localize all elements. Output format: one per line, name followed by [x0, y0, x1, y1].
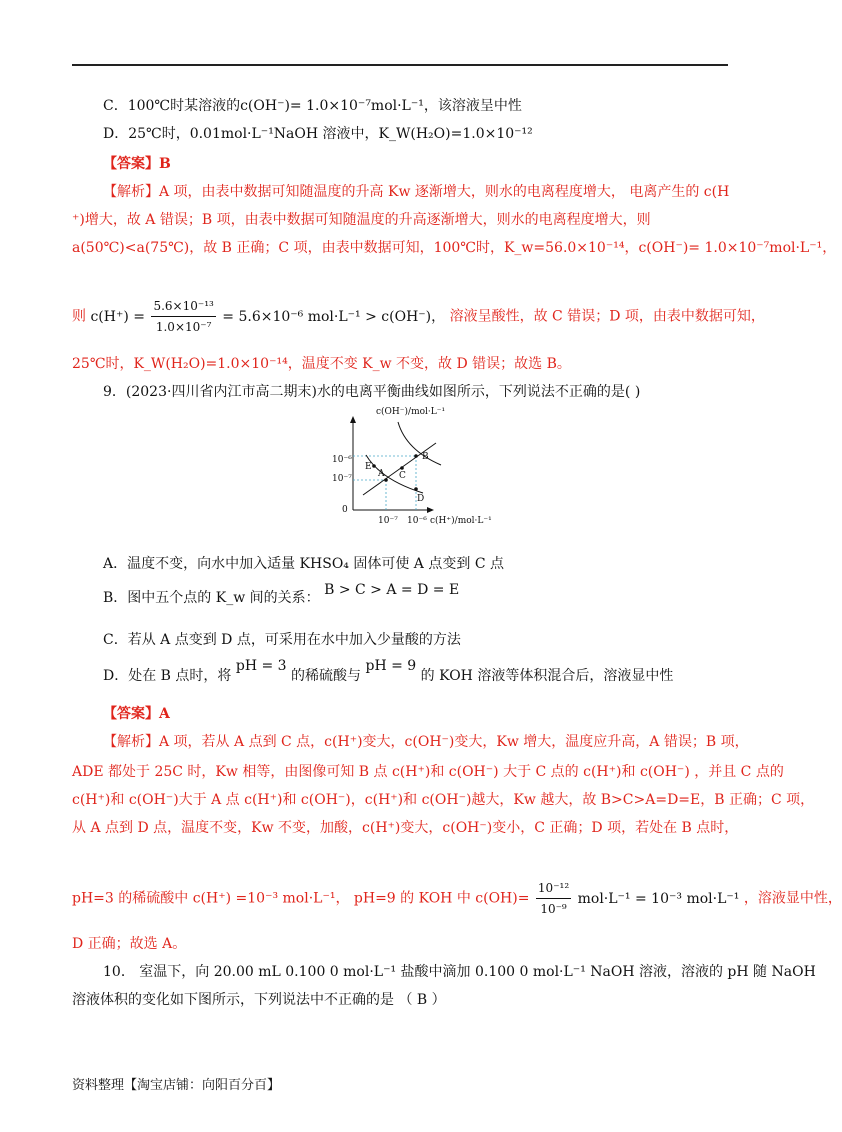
q9-option-d-pre: D．处在 B 点时，将 — [103, 668, 232, 684]
prev-option-c: C．100℃时某溶液的c(OH⁻)= 1.0×10⁻⁷mol·L⁻¹，该溶液呈中性 — [103, 98, 522, 114]
q9-option-b — [103, 582, 460, 608]
q9-explanation-6: D 正确；故选 A。 — [72, 936, 187, 952]
footer-source: 资料整理【淘宝店铺：向阳百分百】 — [72, 1078, 281, 1093]
x-tick-high: 10⁻⁶ — [407, 516, 427, 526]
q10-line-1: 10． 室温下，向 20.00 mL 0.100 0 mol·L⁻¹ 盐酸中滴加 0.100 0 mol·L⁻¹ NaOH 溶液，溶液的 pH 随 NaOH — [103, 964, 816, 980]
prev-answer: 【答案】B — [103, 156, 171, 172]
label-d: D — [417, 494, 425, 504]
neutral-line — [363, 443, 436, 495]
point-e — [372, 464, 376, 468]
water-ionization-graph — [326, 407, 506, 526]
origin-label: 0 — [342, 505, 348, 515]
q9-option-d — [103, 658, 674, 686]
q9-option-d-post: 的 KOH 溶液等体积混合后，溶液显中性 — [420, 668, 674, 684]
q9-exp5-post: ，溶液显中性， — [743, 890, 842, 907]
prev-explanation-3: a(50℃)<a(75℃)，故 B 正确；C 项，由表中数据可知，100℃时，K_w=56.0×10⁻¹⁴，c(OH⁻)= 1.0×10⁻⁷mol·L⁻¹， — [72, 240, 837, 256]
prev-exp4-formula — [90, 299, 449, 334]
q9-exp5-mid: mol·L⁻¹ = 10⁻³ mol·L⁻¹ — [577, 890, 740, 907]
prev-exp4-mid: = 5.6×10⁻⁶ mol·L⁻¹ > c(OH⁻)， — [222, 308, 446, 325]
prev-explanation-2: ⁺)增大，故 A 错误；B 项，由表中数据可知随温度的升高逐渐增大，则水的电离程度增大，则 — [72, 212, 651, 228]
point-b — [414, 454, 418, 458]
point-c — [400, 466, 404, 470]
q9-exp5-denominator: 10⁻⁹ — [540, 902, 567, 916]
q9-exp5-fraction — [536, 878, 571, 919]
q9-explanation-2: ADE 都处于 25C 时，Kw 相等，由图像可知 B 点 c(H⁺)和 c(OH⁻) 大于 C 点的 c(H⁺)和 c(OH⁻) ，并且 C 点的 — [72, 764, 784, 780]
q9-option-c: C．若从 A 点变到 D 点，可采用在水中加入少量酸的方法 — [103, 632, 461, 648]
q9-exp5-pre: pH=3 的稀硫酸中 c(H⁺) =10⁻³ mol·L⁻¹， pH=9 的 KOH 中 c(OH)= — [72, 890, 530, 907]
prev-exp4-numerator: 5.6×10⁻¹³ — [151, 296, 215, 317]
prev-explanation-1: 【解析】A 项，由表中数据可知随温度的升高 Kw 逐渐增大，则水的电离程度增大， 电离产生的 c(H — [103, 184, 730, 200]
label-a: A — [378, 469, 385, 479]
prev-exp4-pre: 则 — [72, 308, 86, 325]
y-axis-arrow — [350, 416, 356, 423]
point-d — [414, 487, 418, 491]
q9-stem: 9．(2023·四川省内江市高二期末)水的电离平衡曲线如图所示，下列说法不正确的是( ) — [103, 384, 641, 400]
x-tick-low: 10⁻⁷ — [378, 516, 398, 526]
q9-option-a: A．温度不变，向水中加入适量 KHSO₄ 固体可使 A 点变到 C 点 — [103, 556, 504, 572]
q9-option-d-mid: 的稀硫酸与 — [291, 668, 362, 684]
y-axis-label: c(OH⁻)/mol·L⁻¹ — [376, 407, 446, 417]
label-c: C — [399, 471, 406, 481]
q9-explanation-3: c(H⁺)和 c(OH⁻)大于 A 点 c(H⁺)和 c(OH⁻)，c(H⁺)和 c(OH⁻)越大，Kw 越大，故 B>C>A=D=E，B 正确；C 项， — [72, 792, 815, 808]
x-axis-label: c(H⁺)/mol·L⁻¹ — [430, 516, 492, 526]
q9-exp5-formula — [534, 881, 744, 916]
q9-explanation-5 — [72, 878, 842, 919]
prev-option-d: D．25℃时，0.01mol·L⁻¹NaOH 溶液中，K_W(H₂O)=1.0×10⁻¹² — [103, 126, 533, 142]
prev-explanation-4 — [72, 296, 765, 337]
y-tick-high: 10⁻⁶ — [332, 455, 352, 465]
label-b: B — [422, 452, 429, 462]
q9-option-b-formula: B > C > A = D = E — [324, 582, 460, 598]
prev-explanation-5: 25℃时，K_W(H₂O)=1.0×10⁻¹⁴，温度不变 K_w 不变，故 D 错误；故选 B。 — [72, 356, 571, 372]
prev-exp4-lhs: c(H⁺) = — [90, 308, 145, 325]
q9-option-d-ph3: pH = 3 — [235, 658, 287, 674]
label-e: E — [365, 462, 372, 472]
q9-exp5-numerator: 10⁻¹² — [536, 878, 571, 899]
prev-exp4-denominator: 1.0×10⁻⁷ — [155, 320, 212, 334]
q9-option-d-ph9: pH = 9 — [365, 658, 417, 674]
q9-explanation-4: 从 A 点到 D 点，温度不变，Kw 不变，加酸，c(H⁺)变大，c(OH⁻)变小，C 正确；D 项，若处在 B 点时， — [72, 820, 739, 836]
q9-answer: 【答案】A — [103, 706, 170, 722]
point-a — [384, 478, 388, 482]
q9-explanation-1: 【解析】A 项，若从 A 点到 C 点，c(H⁺)变大，c(OH⁻)变大，Kw 增大，温度应升高，A 错误；B 项， — [103, 734, 749, 750]
header-rule — [72, 64, 728, 66]
prev-exp4-fraction — [151, 296, 215, 337]
q9-option-b-text: B．图中五个点的 K_w 间的关系： — [103, 590, 320, 606]
x-axis-arrow — [427, 507, 434, 513]
prev-exp4-post: 溶液呈酸性，故 C 错误；D 项，由表中数据可知， — [449, 308, 765, 325]
y-tick-low: 10⁻⁷ — [332, 474, 352, 484]
q10-line-2: 溶液体积的变化如下图所示，下列说法中不正确的是 （ B ） — [72, 992, 446, 1008]
